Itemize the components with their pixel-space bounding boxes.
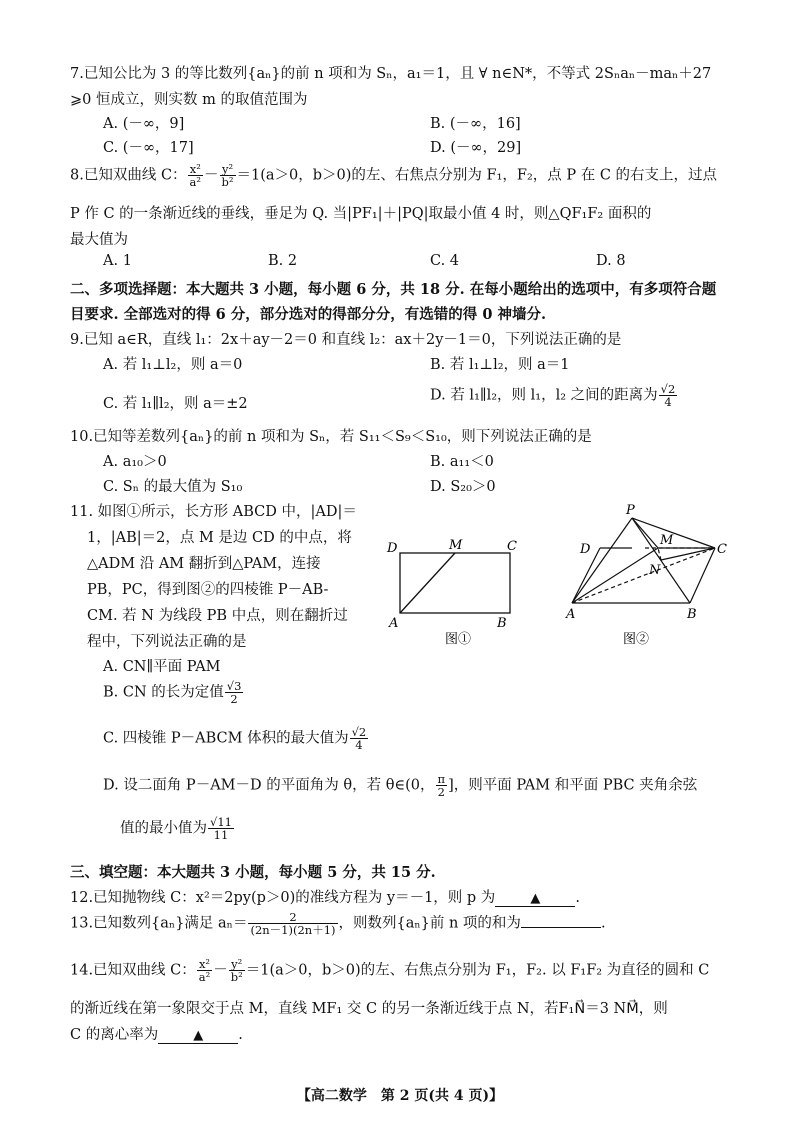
q11-c-frac-bot: 4 [355,738,363,752]
q11-d-frac-bot: 2 [437,785,445,799]
q13-period: . [600,915,606,932]
fig2-label-p: P [626,503,635,518]
q8-frac-y [220,163,236,188]
q12-period: . [575,890,580,906]
q13-line [70,911,606,936]
q7-line2: ⩾0 恒成立，则实数 m 的取值范围为 [70,92,308,108]
q8-frac-x-top: x² [188,163,203,176]
q8-frac-y-bot: b² [221,175,234,189]
q9-option-b: B. 若 l₁⊥l₂，则 a＝1 [430,357,570,373]
q11-e-frac-bot: 11 [213,828,229,842]
q11-b-frac-bot: 2 [230,692,238,706]
q7-option-a: A. (－∞，9] [103,116,185,132]
q12-answer-blank: ▲ [495,892,575,907]
q10-option-c: C. Sₙ 的最大值为 S₁₀ [103,479,243,495]
q13-frac-top: 2 [248,911,337,924]
fig2-label-c: C [717,542,727,557]
q11-e-frac-top: √11 [210,815,232,829]
q9-option-d-text: D. 若 l₁∥l₂，则 l₁，l₂ 之间的距离为 [430,387,658,404]
q7-line1: 7.已知公比为 3 的等比数列{aₙ}的前 n 项和为 Sₙ，a₁＝1，且 ∀ n∈N*，不等式 2Sₙaₙ－maₙ＋27 [70,66,712,82]
q12-line [70,886,580,907]
q14-answer-blank: ▲ [158,1029,238,1044]
q14-frac-y-bot: b² [230,970,243,984]
q11-d-frac-top: π [437,772,446,786]
q14-frac-y-top: y² [229,958,245,971]
q7-option-c: C. (－∞，17] [103,140,194,156]
fig1-label-b: B [497,616,507,631]
q11-option-b [103,680,244,705]
q14-line3 [70,1023,243,1044]
q11-line5: CM. 若 N 为线段 PB 中点，则在翻折过 [87,608,348,624]
q14-frac-y [229,958,245,983]
q9-option-d [430,383,678,408]
q9-option-d-frac [659,383,678,408]
q14-frac-x [197,958,212,983]
q7-option-b: B. (－∞，16] [430,116,521,132]
q8-line3: 最大值为 [70,232,128,248]
q8-line1 [70,163,717,188]
fig2-caption: 图② [623,632,650,647]
fig2-label-n: N [649,563,661,578]
q11-c-frac-top: √2 [351,725,367,739]
q14-period: . [238,1027,243,1043]
q11-option-c [103,726,369,751]
q11-line6: 程中，下列说法正确的是 [87,634,247,650]
q8-frac-x [188,163,203,188]
q11-option-b-frac [225,680,244,705]
q9-option-a: A. 若 l₁⊥l₂，则 a＝0 [103,357,243,373]
q11-option-d [103,773,697,798]
q8-option-b: B. 2 [268,253,298,269]
q11-option-d-cont-frac [208,816,234,841]
q11-option-d-cont-text: 值的最小值为 [120,820,207,837]
section3-title: 三、填空题：本大题共 3 小题，每小题 5 分，共 15 分. [70,864,436,881]
q9-d-frac-top: √2 [660,382,676,396]
q8-frac-x-bot: a² [189,175,202,189]
q13-frac-bot: (2n－1)(2n＋1) [250,923,336,937]
q11-b-frac-top: √3 [226,679,242,693]
fig1-label-m: M [449,538,463,553]
q13-text-mid: ，则数列{aₙ}前 n 项的和为 [338,915,521,932]
q8-option-c: C. 4 [430,253,460,269]
q14-line2: 的渐近线在第一象限交于点 M，直线 MF₁ 交 C 的另一条渐近线于点 N，若F₁N⃗＝3 NM⃗，则 [70,1001,668,1017]
fig2-label-b: B [687,607,697,622]
q8-frac-y-top: y² [220,163,236,176]
fig1-label-a: A [389,616,399,631]
q11-line3: △ADM 沿 AM 翻折到△PAM，连接 [87,556,321,572]
q11-option-d-cont [120,816,235,841]
q11-option-d-pre: D. 设二面角 P－AM－D 的平面角为 θ，若 θ∈(0， [103,777,435,794]
q10-option-a: A. a₁₀＞0 [103,454,167,470]
q10-stem: 10.已知等差数列{aₙ}的前 n 项和为 Sₙ，若 S₁₁＜S₉＜S₁₀，则下列说法正确的是 [70,429,592,445]
section2-line2: 目要求. 全部选对的得 6 分，部分选对的得部分分，有选错的得 0 神墙分. [70,306,547,323]
fig1-label-c: C [507,539,517,554]
q13-answer-blank [521,927,601,928]
q9-d-frac-bot: 4 [664,395,672,409]
q11-option-d-frac [436,773,448,798]
q13-text-pre: 13.已知数列{aₙ}满足 aₙ＝ [70,915,248,932]
q8-line1-post: ＝1(a＞0，b＞0)的左、右焦点分别为 F₁，F₂，点 P 在 C 的右支上，过点 [236,167,718,184]
figure-2-pyramid [560,500,735,653]
q14-minus: － [213,962,228,979]
q11-option-c-frac [350,726,369,751]
q8-option-a: A. 1 [103,253,132,269]
q8-minus: － [204,167,219,184]
q11-option-d-post: ]，则平面 PAM 和平面 PBC 夹角余弦 [448,777,698,794]
q10-option-b: B. a₁₁＜0 [430,454,494,470]
q12-text: 12.已知抛物线 C：x²＝2py(p＞0)的准线方程为 y＝－1，则 p 为 [70,890,496,906]
q9-option-c: C. 若 l₁∥l₂，则 a＝±2 [103,396,248,412]
q8-line2: P 作 C 的一条渐近线的垂线，垂足为 Q. 当|PF₁|＋|PQ|取最小值 4 时，则△QF₁F₂ 面积的 [70,206,652,222]
q11-option-a: A. CN∥平面 PAM [103,659,221,675]
fig2-label-a: A [566,607,576,622]
q14-line3-text: C 的离心率为 [70,1027,159,1043]
fig1-caption: 图① [445,632,472,647]
q9-stem: 9.已知 a∈R，直线 l₁：2x＋ay－2＝0 和直线 l₂：ax＋2y－1＝0，下列说法正确的是 [70,332,622,348]
q11-line2: 1，|AB|＝2，点 M 是边 CD 的中点，将 [87,530,352,546]
q14-frac-x-bot: a² [198,970,211,984]
q14-frac-x-top: x² [197,958,212,971]
fig2-label-m: M [660,533,674,548]
page-footer: 【高二数学 第 2 页(共 4 页)】 [296,1088,504,1104]
fig2-label-d: D [580,542,591,557]
q11-option-b-text: B. CN 的长为定值 [103,684,224,701]
fig1-label-d: D [387,541,398,556]
figure-1-rectangle [385,538,525,653]
q14-text-post: ＝1(a＞0，b＞0)的左、右焦点分别为 F₁，F₂. 以 F₁F₂ 为直径的圆和 C [245,962,710,979]
q11-line1: 11. 如图①所示，长方形 ABCD 中，|AD|＝ [70,504,357,520]
q10-option-d: D. S₂₀＞0 [430,479,496,495]
q14-line1 [70,958,709,983]
q13-frac [248,911,337,936]
q14-text-pre: 14.已知双曲线 C： [70,962,196,979]
q8-option-d: D. 8 [596,253,626,269]
q11-line4: PB，PC，得到图②的四棱锥 P－AB- [87,582,329,598]
q8-line1-pre: 8.已知双曲线 C： [70,167,187,184]
section2-line1: 二、多项选择题：本大题共 3 小题，每小题 6 分，共 18 分. 在每小题给出的选项中，有多项符合题 [70,281,717,298]
q7-option-d: D. (－∞，29] [430,140,522,156]
q11-option-c-text: C. 四棱锥 P－ABCM 体积的最大值为 [103,730,349,747]
